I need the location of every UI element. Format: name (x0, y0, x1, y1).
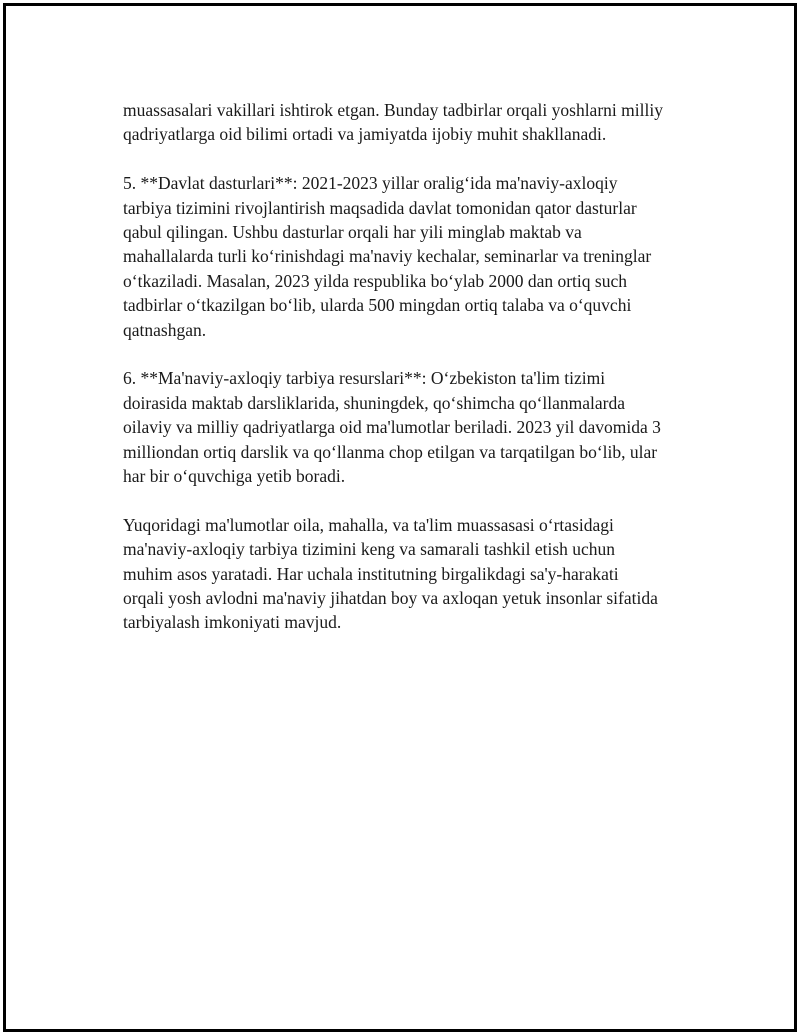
text-line: milliondan ortiq darslik va qoʻllanma chop etilgan va tarqatilgan boʻlib, ular (123, 441, 658, 462)
text-line: oʻtkaziladi. Masalan, 2023 yilda respublika boʻylab 2000 dan ortiq such (123, 270, 627, 291)
document-body (123, 98, 723, 659)
text-line: Yuqoridagi ma'lumotlar oila, mahalla, va ta'lim muassasasi oʻrtasidagi (123, 514, 614, 535)
text-line: tarbiya tizimini rivojlantirish maqsadida davlat tomonidan qator dasturlar (123, 197, 637, 218)
text-line: tadbirlar oʻtkazilgan boʻlib, ularda 500 mingdan ortiq talaba va oʻquvchi (123, 295, 632, 316)
text-line: 6. **Ma'naviy-axloqiy tarbiya resurslari**: Oʻzbekiston ta'lim tizimi (123, 368, 606, 389)
text-line: qatnashgan. (123, 319, 207, 340)
text-line: orqali yosh avlodni ma'naviy jihatdan boy va axloqan yetuk insonlar sifatida (123, 588, 658, 609)
text-line: tarbiyalash imkoniyati mavjud. (123, 612, 342, 633)
text-line: muhim asos yaratadi. Har uchala institutning birgalikdagi sa'y-harakati (123, 563, 619, 584)
text-line: muassasalari vakillari ishtirok etgan. Bunday tadbirlar orqali yoshlarni milliy (123, 100, 663, 120)
text-line: qabul qilingan. Ushbu dasturlar orqali har yili minglab maktab va (123, 222, 582, 243)
text-line: har bir oʻquvchiga yetib boradi. (123, 466, 346, 487)
paragraph-1 (123, 98, 723, 147)
text-line: mahallalarda turli koʻrinishdagi ma'naviy kechalar, seminarlar va treninglar (123, 246, 652, 267)
text-line: qadriyatlarga oid bilimi ortadi va jamiyatda ijobiy muhit shakllanadi. (123, 124, 607, 145)
paragraph-2 (123, 171, 723, 342)
text-line: oilaviy va milliy qadriyatlarga oid ma'lumotlar beriladi. 2023 yil davomida 3 (123, 417, 661, 438)
paragraph-3 (123, 366, 723, 488)
text-line: ma'naviy-axloqiy tarbiya tizimini keng va samarali tashkil etish uchun (123, 539, 616, 560)
text-line: doirasida maktab darsliklarida, shuningdek, qoʻshimcha qoʻllanmalarda (123, 392, 626, 413)
paragraph-4 (123, 513, 723, 635)
page-frame (3, 3, 797, 1032)
text-line: 5. **Davlat dasturlari**: 2021-2023 yillar oraligʻida ma'naviy-axloqiy (123, 173, 618, 194)
